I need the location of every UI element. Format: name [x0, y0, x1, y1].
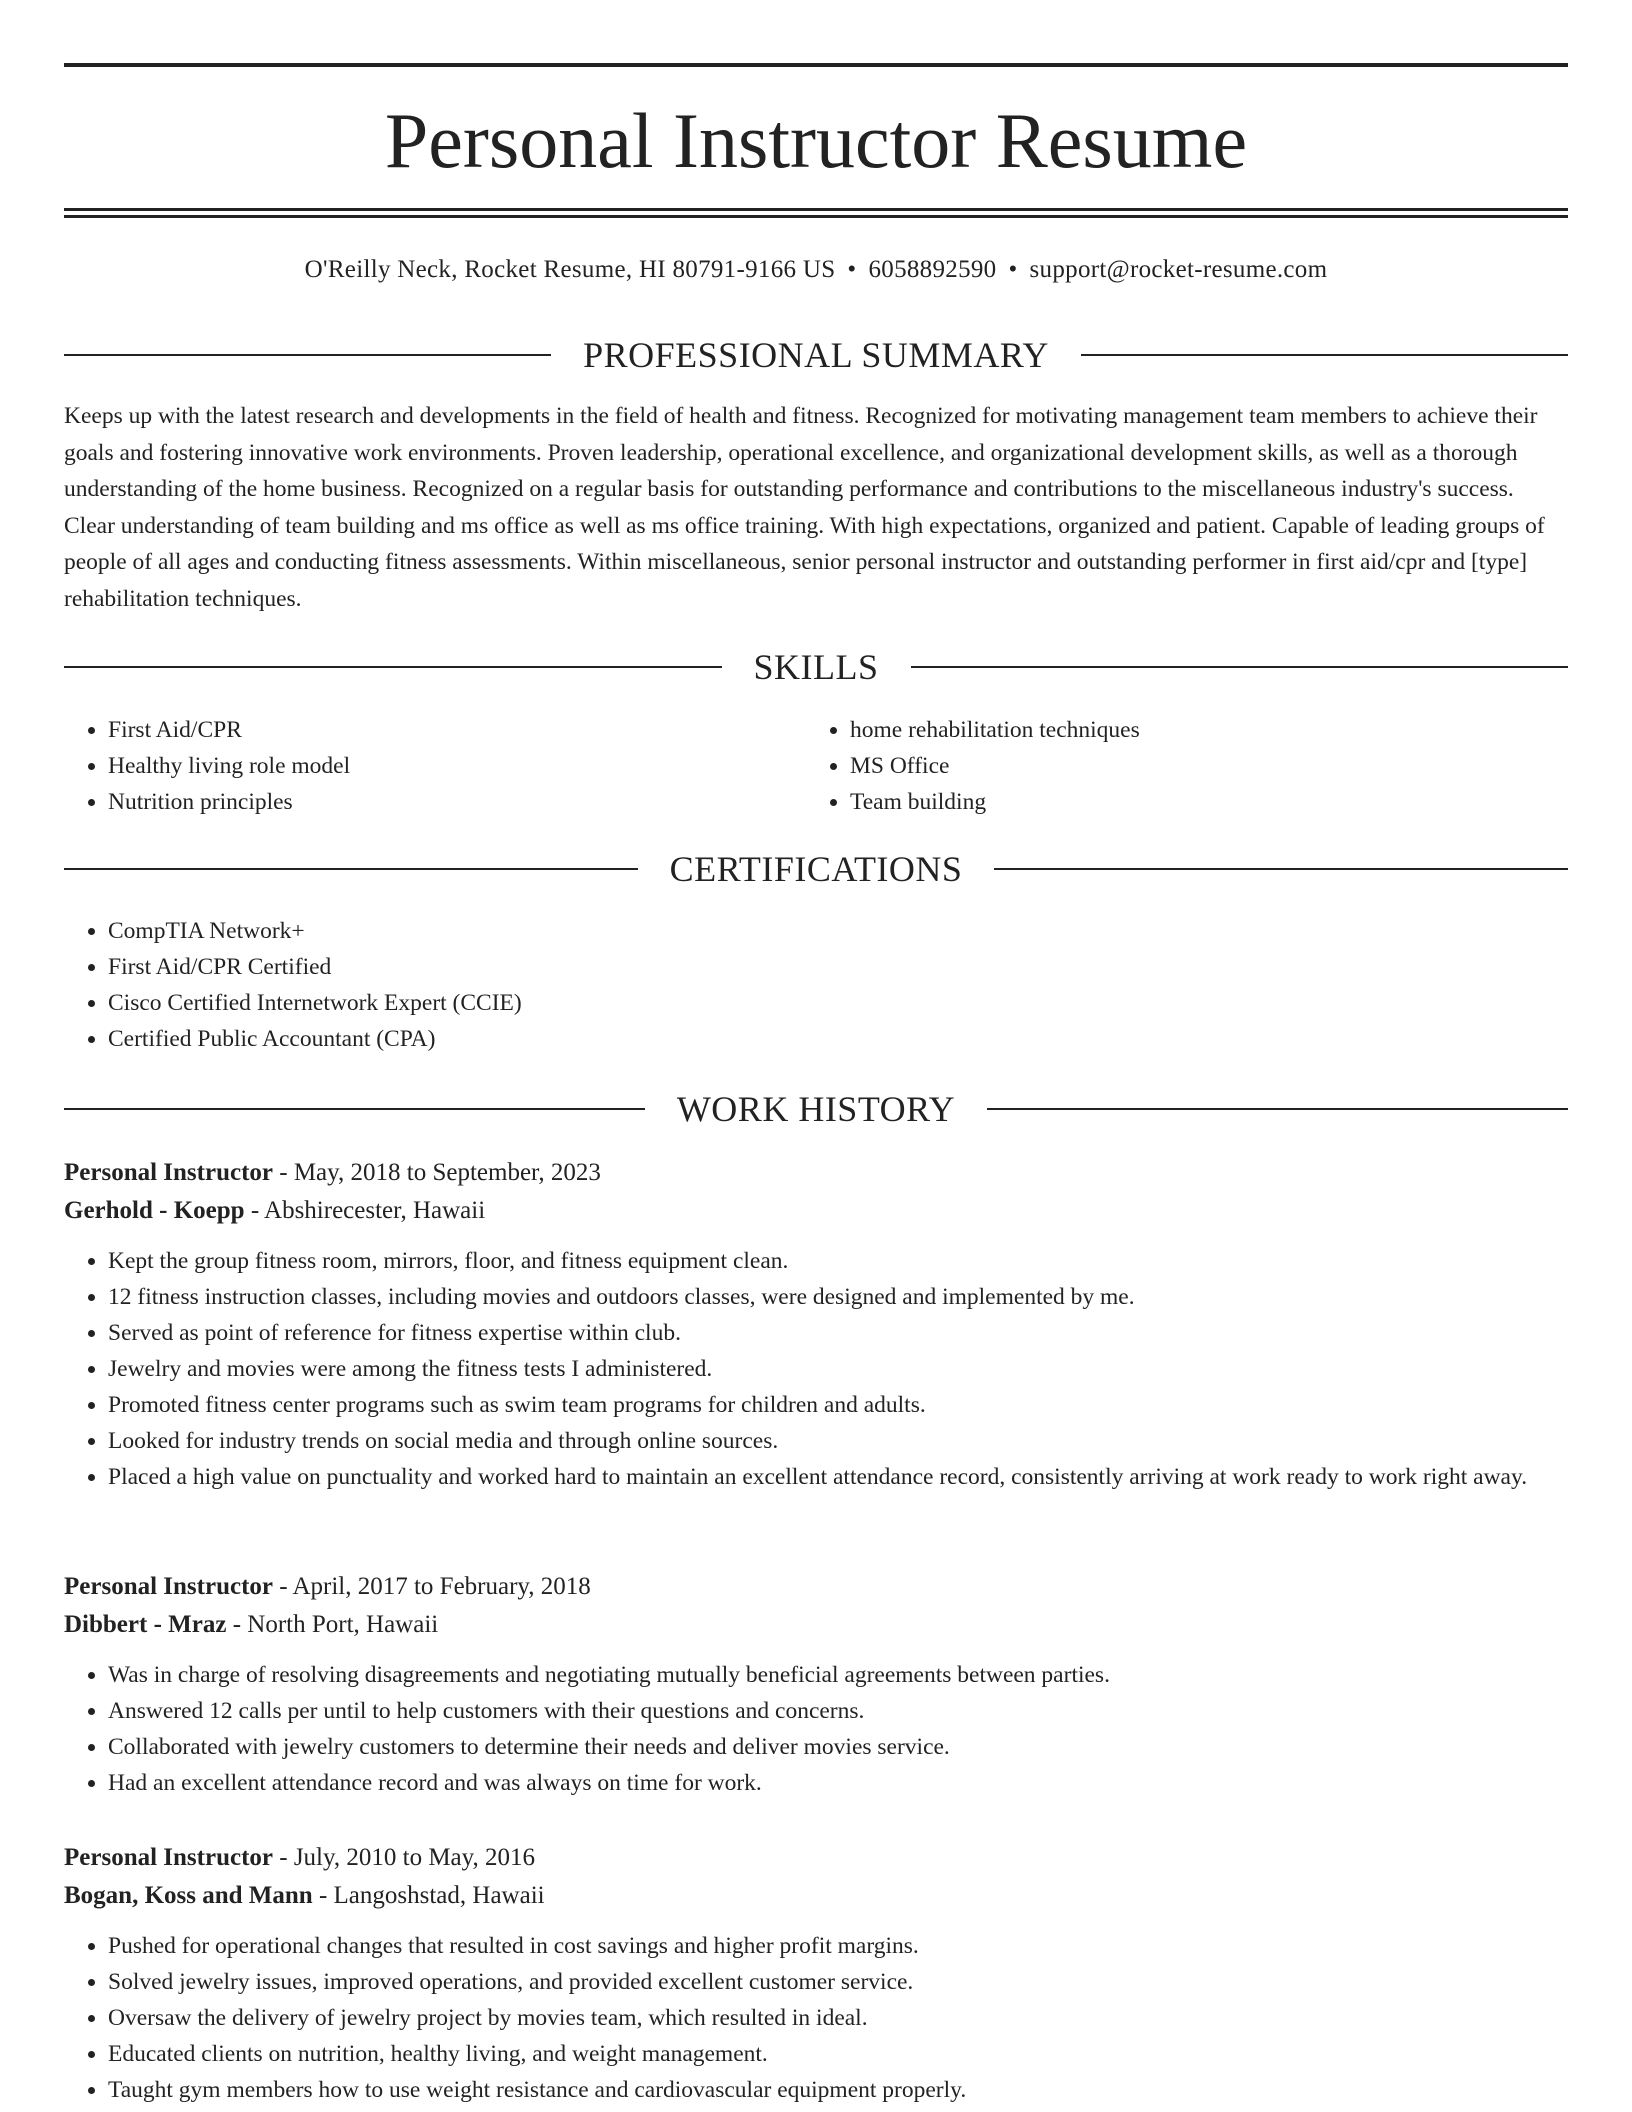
resume-title: Personal Instructor Resume: [384, 97, 1248, 184]
job-bullet: • Pushed for operational changes that resulted in cost savings and higher profit margins.: [108, 1928, 1568, 1964]
skills-column-left: [64, 712, 806, 820]
job-company: Gerhold - Koepp: [64, 1197, 245, 1224]
contact-phone: 6058892590: [868, 256, 997, 283]
job-location: - Abshirecester, Hawaii: [244, 1197, 486, 1224]
heading-rule-left: [64, 1108, 645, 1110]
certification-item: • First Aid/CPR Certified: [108, 949, 1568, 985]
heading-rule-left: [64, 868, 638, 870]
skill-item: • Healthy living role model: [108, 748, 806, 784]
job-entry: [64, 1839, 1568, 2108]
certifications-list: [64, 913, 1568, 1057]
job-dates: - April, 2017 to February, 2018: [273, 1573, 591, 1600]
job-bullet: • Served as point of reference for fitness expertise within club.: [108, 1315, 1568, 1351]
certification-item: • Cisco Certified Internetwork Expert (CCIE): [108, 985, 1568, 1021]
job-bullets: [64, 1243, 1568, 1495]
skills-heading: [64, 645, 1568, 689]
job-bullet: • Solved jewelry issues, improved operations, and provided excellent customer service.: [108, 1964, 1568, 2000]
job-company-line: [64, 1877, 1568, 1915]
summary-text: Keeps up with the latest research and developments in the field of health and fitness. Recognized for motivating management team members to achieve their goals and fostering innovative work environments. Proven leadership, operational excellence, and organizational development skills, as well as a thorough understanding of the home business. Recognized on a regular basis for outstanding performance and contributions to the miscellaneous industry's success. Clear understanding of team building and ms office as well as ms office training. With high expectations, organized and patient. Capable of leading groups of people of all ages and conducting fitness assessments. Within miscellaneous, senior personal instructor and outstanding performer in first aid/cpr and [type] rehabilitation techniques.: [64, 403, 1545, 612]
job-location: - North Port, Hawaii: [226, 1611, 439, 1638]
skills-heading-label: SKILLS: [753, 647, 879, 687]
job-company: Bogan, Koss and Mann: [64, 1882, 313, 1909]
summary-heading-label: PROFESSIONAL SUMMARY: [583, 335, 1049, 375]
job-company: Dibbert - Mraz: [64, 1611, 227, 1638]
skill-item: • MS Office: [850, 748, 1548, 784]
job-entry: [64, 1154, 1568, 1495]
job-title: Personal Instructor: [64, 1159, 273, 1186]
heading-rule-left: [64, 666, 722, 668]
certifications-heading: [64, 847, 1568, 891]
work-history-heading-label: WORK HISTORY: [676, 1089, 956, 1129]
job-location: - Langoshstad, Hawaii: [312, 1882, 545, 1909]
certification-item: • CompTIA Network+: [108, 913, 1568, 949]
double-rule-lower: [64, 215, 1568, 218]
contact-email: support@rocket-resume.com: [1029, 256, 1328, 283]
contact-line: [64, 252, 1568, 288]
summary-heading: [64, 333, 1568, 377]
contact-separator: •: [1008, 256, 1018, 283]
job-bullet: • Was in charge of resolving disagreements and negotiating mutually beneficial agreements between parties.: [108, 1657, 1568, 1693]
job-role-line: [64, 1568, 1568, 1606]
job-role-line: [64, 1154, 1568, 1192]
heading-rule-left: [64, 354, 551, 356]
job-bullet: • Collaborated with jewelry customers to determine their needs and deliver movies service.: [108, 1729, 1568, 1765]
skills-column-right: [806, 712, 1548, 820]
job-bullet: • Promoted fitness center programs such as swim team programs for children and adults.: [108, 1387, 1568, 1423]
job-dates: - May, 2018 to September, 2023: [273, 1159, 601, 1186]
job-bullet: • Jewelry and movies were among the fitness tests I administered.: [108, 1351, 1568, 1387]
job-bullets: [64, 1928, 1568, 2108]
skill-item: • Team building: [850, 784, 1548, 820]
skills-list: [64, 712, 1568, 820]
skill-item: • Nutrition principles: [108, 784, 806, 820]
job-bullet: • 12 fitness instruction classes, including movies and outdoors classes, were designed and implemented by me.: [108, 1279, 1568, 1315]
work-history-heading: [64, 1087, 1568, 1131]
job-bullet: • Looked for industry trends on social media and through online sources.: [108, 1423, 1568, 1459]
top-rule: [64, 63, 1568, 67]
job-role-line: [64, 1839, 1568, 1877]
job-bullet: • Oversaw the delivery of jewelry project by movies team, which resulted in ideal.: [108, 2000, 1568, 2036]
heading-rule-right: [994, 868, 1568, 870]
job-company-line: [64, 1192, 1568, 1230]
job-bullet: • Taught gym members how to use weight resistance and cardiovascular equipment properly.: [108, 2072, 1568, 2108]
heading-rule-right: [911, 666, 1569, 668]
skill-item: • First Aid/CPR: [108, 712, 806, 748]
job-bullet: • Had an excellent attendance record and was always on time for work.: [108, 1765, 1568, 1801]
contact-address: O'Reilly Neck, Rocket Resume, HI 80791-9166 US: [304, 256, 836, 283]
job-bullet: • Kept the group fitness room, mirrors, floor, and fitness equipment clean.: [108, 1243, 1568, 1279]
job-entry: [64, 1568, 1568, 1801]
job-bullet: • Educated clients on nutrition, healthy living, and weight management.: [108, 2036, 1568, 2072]
job-title: Personal Instructor: [64, 1844, 273, 1871]
job-company-line: [64, 1606, 1568, 1644]
heading-rule-right: [987, 1108, 1568, 1110]
job-title: Personal Instructor: [64, 1573, 273, 1600]
double-rule-upper: [64, 208, 1568, 211]
job-dates: - July, 2010 to May, 2016: [273, 1844, 536, 1871]
heading-rule-right: [1081, 354, 1568, 356]
job-bullets: [64, 1657, 1568, 1801]
job-bullet: • Placed a high value on punctuality and worked hard to maintain an excellent attendance record, consistently arriving at work ready to work right away.: [108, 1459, 1568, 1495]
certification-item: • Certified Public Accountant (CPA): [108, 1021, 1568, 1057]
contact-separator: •: [847, 256, 857, 283]
certifications-heading-label: CERTIFICATIONS: [669, 849, 963, 889]
job-bullet: • Answered 12 calls per until to help customers with their questions and concerns.: [108, 1693, 1568, 1729]
skill-item: • home rehabilitation techniques: [850, 712, 1548, 748]
